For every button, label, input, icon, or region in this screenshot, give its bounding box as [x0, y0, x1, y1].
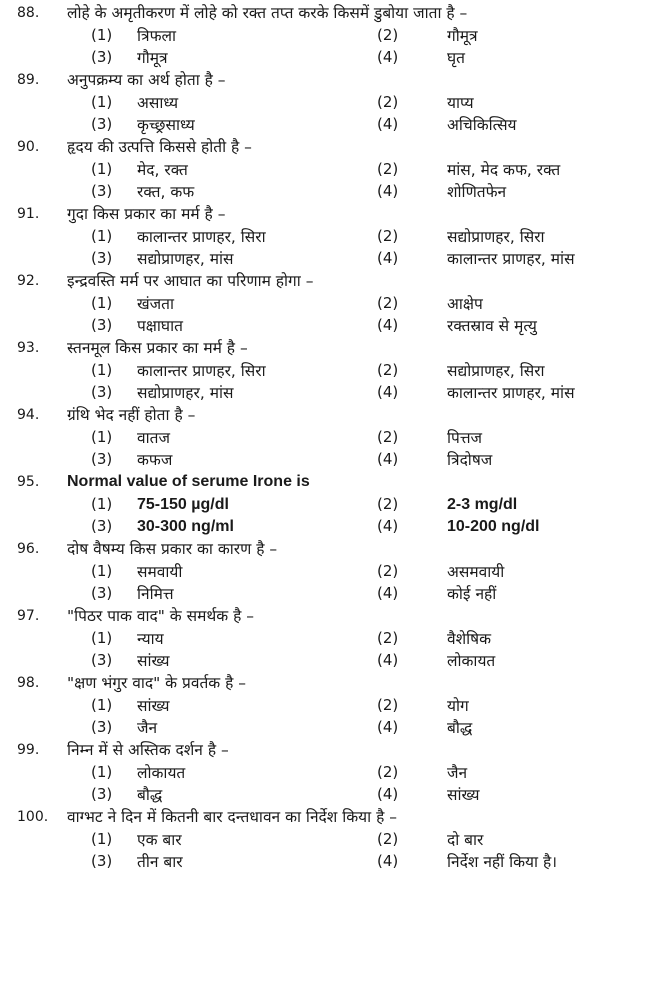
option-number: (4): [377, 450, 399, 469]
question-row: [0, 404, 661, 427]
question-row: [0, 605, 661, 628]
option-number: (4): [377, 517, 399, 536]
option-number: (3): [91, 852, 113, 871]
question-block: [0, 605, 661, 672]
option-text: सद्योप्राणहर, मांस: [137, 249, 234, 268]
question-text: "क्षण भंगुर वाद" के प्रवर्तक है –: [67, 674, 247, 693]
question-number: 89.: [17, 72, 40, 89]
question-number: 97.: [17, 608, 40, 625]
question-text: वाग्भट ने दिन में कितनी बार दन्तधावन का निर्देश किया है –: [67, 808, 398, 827]
question-block: [0, 136, 661, 203]
option-number: (4): [377, 115, 399, 134]
option-number: (1): [91, 26, 113, 45]
option-number: (1): [91, 696, 113, 715]
option-row: [0, 427, 661, 449]
question-block: [0, 672, 661, 739]
option-number: (2): [377, 763, 399, 782]
question-text: "पिठर पाक वाद" के समर्थक है –: [67, 607, 255, 626]
question-number: 88.: [17, 5, 40, 22]
option-number: (2): [377, 428, 399, 447]
option-text: कालान्तर प्राणहर, मांस: [447, 383, 575, 402]
question-block: [0, 203, 661, 270]
option-text: कालान्तर प्राणहर, मांस: [447, 249, 575, 268]
question-block: [0, 270, 661, 337]
option-text: तीन बार: [137, 852, 183, 871]
question-row: [0, 136, 661, 159]
option-number: (2): [377, 696, 399, 715]
option-number: (2): [377, 495, 399, 514]
option-text: योग: [447, 696, 469, 715]
question-number: 100.: [17, 809, 49, 826]
question-number: 90.: [17, 139, 40, 156]
question-row: [0, 806, 661, 829]
option-row: [0, 829, 661, 851]
option-number: (3): [91, 48, 113, 67]
question-number: 96.: [17, 541, 40, 558]
option-number: (4): [377, 48, 399, 67]
option-text: त्रिदोषज: [447, 450, 493, 469]
option-number: (3): [91, 785, 113, 804]
option-row: [0, 695, 661, 717]
question-number: 94.: [17, 407, 40, 424]
option-text: असाध्य: [137, 93, 179, 112]
option-text: खंजता: [137, 294, 175, 313]
option-row: [0, 92, 661, 114]
option-row: [0, 717, 661, 739]
option-text: बौद्ध: [137, 785, 163, 804]
option-number: (1): [91, 495, 113, 514]
question-row: [0, 538, 661, 561]
option-number: (1): [91, 629, 113, 648]
option-row: [0, 159, 661, 181]
option-text: बौद्ध: [447, 718, 473, 737]
question-row: [0, 69, 661, 92]
question-text: अनुपक्रम्य का अर्थ होता है –: [67, 71, 226, 90]
option-number: (4): [377, 852, 399, 871]
option-row: [0, 561, 661, 583]
option-text: अचिकित्सिय: [447, 115, 517, 134]
option-text: कालान्तर प्राणहर, सिरा: [137, 227, 266, 246]
option-text: शोणितफेन: [447, 182, 507, 201]
option-text: गौमूत्र: [137, 48, 168, 67]
option-text: जैन: [137, 718, 158, 737]
question-row: [0, 672, 661, 695]
option-text: रक्तस्राव से मृत्यु: [447, 316, 537, 335]
question-text: निम्न में से अस्तिक दर्शन है –: [67, 741, 229, 760]
option-text: सांख्य: [447, 785, 480, 804]
option-number: (4): [377, 316, 399, 335]
option-text: कालान्तर प्राणहर, सिरा: [137, 361, 266, 380]
question-number: 91.: [17, 206, 40, 223]
question-block: [0, 69, 661, 136]
option-row: [0, 226, 661, 248]
option-number: (3): [91, 316, 113, 335]
question-number: 98.: [17, 675, 40, 692]
option-row: [0, 47, 661, 69]
option-text: 2-3 mg/dl: [447, 495, 518, 513]
option-row: [0, 114, 661, 136]
option-text: 30-300 ng/ml: [137, 517, 234, 535]
question-row: [0, 739, 661, 762]
option-number: (2): [377, 227, 399, 246]
option-text: एक बार: [137, 830, 182, 849]
option-text: सांख्य: [137, 696, 170, 715]
option-text: 10-200 ng/dl: [447, 517, 540, 535]
option-text: सांख्य: [137, 651, 170, 670]
option-number: (3): [91, 718, 113, 737]
option-number: (2): [377, 361, 399, 380]
question-number: 93.: [17, 340, 40, 357]
question-row: [0, 203, 661, 226]
option-number: (4): [377, 584, 399, 603]
question-number: 92.: [17, 273, 40, 290]
option-number: (3): [91, 383, 113, 402]
option-text: सद्योप्राणहर, मांस: [137, 383, 234, 402]
option-number: (2): [377, 93, 399, 112]
question-text: गुदा किस प्रकार का मर्म है –: [67, 205, 226, 224]
option-text: 75-150 µg/dl: [137, 495, 229, 513]
option-row: [0, 315, 661, 337]
option-number: (3): [91, 249, 113, 268]
option-number: (1): [91, 763, 113, 782]
option-text: जैन: [447, 763, 468, 782]
option-row: [0, 762, 661, 784]
option-number: (2): [377, 830, 399, 849]
option-row: [0, 516, 661, 538]
option-text: पक्षाघात: [137, 316, 183, 335]
question-text: इन्द्रवस्ति मर्म पर आघात का परिणाम होगा –: [67, 272, 314, 291]
option-text: याप्य: [447, 93, 474, 112]
option-text: मांस, मेद कफ, रक्त: [447, 160, 561, 179]
option-text: कोई नहीं: [447, 584, 497, 603]
option-text: गौमूत्र: [447, 26, 478, 45]
option-number: (4): [377, 182, 399, 201]
option-number: (1): [91, 160, 113, 179]
option-number: (1): [91, 830, 113, 849]
option-number: (3): [91, 450, 113, 469]
option-row: [0, 360, 661, 382]
option-row: [0, 449, 661, 471]
option-text: सद्योप्राणहर, सिरा: [447, 227, 545, 246]
question-text: लोहे के अमृतीकरण में लोहे को रक्त तप्त करके किसमें डुबोया जाता है –: [67, 4, 468, 23]
option-number: (4): [377, 383, 399, 402]
question-block: [0, 404, 661, 471]
option-number: (1): [91, 428, 113, 447]
option-number: (2): [377, 562, 399, 581]
option-number: (1): [91, 227, 113, 246]
option-text: असमवायी: [447, 562, 505, 581]
option-number: (4): [377, 249, 399, 268]
option-text: मेद, रक्त: [137, 160, 188, 179]
question-block: [0, 538, 661, 605]
question-text: ग्रंथि भेद नहीं होता है –: [67, 406, 196, 425]
option-row: [0, 650, 661, 672]
option-number: (4): [377, 718, 399, 737]
question-text: हृदय की उत्पत्ति किससे होती है –: [67, 138, 252, 157]
option-text: निर्देश नहीं किया है।: [447, 852, 558, 871]
option-number: (1): [91, 361, 113, 380]
option-text: लोकायत: [137, 763, 186, 782]
option-row: [0, 494, 661, 516]
option-number: (4): [377, 651, 399, 670]
option-text: दो बार: [447, 830, 484, 849]
question-text: Normal value of serume Irone is: [67, 473, 310, 491]
option-text: आक्षेप: [447, 294, 483, 313]
option-text: पित्तज: [447, 428, 483, 447]
option-number: (3): [91, 651, 113, 670]
option-number: (1): [91, 93, 113, 112]
option-row: [0, 293, 661, 315]
option-number: (3): [91, 115, 113, 134]
option-row: [0, 382, 661, 404]
option-number: (2): [377, 629, 399, 648]
option-row: [0, 25, 661, 47]
question-block: [0, 471, 661, 538]
option-text: सद्योप्राणहर, सिरा: [447, 361, 545, 380]
option-row: [0, 181, 661, 203]
option-text: कृच्छ्रसाध्य: [137, 115, 195, 134]
question-number: 95.: [17, 474, 40, 491]
question-block: [0, 2, 661, 69]
option-number: (3): [91, 517, 113, 536]
option-text: रक्त, कफ: [137, 182, 195, 201]
question-block: [0, 739, 661, 806]
option-row: [0, 784, 661, 806]
option-number: (1): [91, 294, 113, 313]
option-row: [0, 583, 661, 605]
option-text: कफज: [137, 450, 173, 469]
question-row: [0, 2, 661, 25]
option-number: (2): [377, 26, 399, 45]
option-number: (4): [377, 785, 399, 804]
question-row: [0, 337, 661, 360]
option-text: लोकायत: [447, 651, 496, 670]
question-block: [0, 806, 661, 873]
option-row: [0, 628, 661, 650]
option-text: वैशेषिक: [447, 629, 492, 648]
option-text: निमित्त: [137, 584, 174, 603]
option-text: त्रिफला: [137, 26, 177, 45]
option-number: (2): [377, 294, 399, 313]
option-text: समवायी: [137, 562, 183, 581]
option-number: (2): [377, 160, 399, 179]
option-number: (3): [91, 182, 113, 201]
option-text: वातज: [137, 428, 170, 447]
option-row: [0, 851, 661, 873]
question-text: दोष वैषम्य किस प्रकार का कारण है –: [67, 540, 278, 559]
question-row: [0, 471, 661, 494]
question-block: [0, 337, 661, 404]
question-number: 99.: [17, 742, 40, 759]
option-number: (3): [91, 584, 113, 603]
question-text: स्तनमूल किस प्रकार का मर्म है –: [67, 339, 248, 358]
option-text: घृत: [447, 48, 465, 67]
question-row: [0, 270, 661, 293]
option-number: (1): [91, 562, 113, 581]
option-row: [0, 248, 661, 270]
option-text: न्याय: [137, 629, 164, 648]
